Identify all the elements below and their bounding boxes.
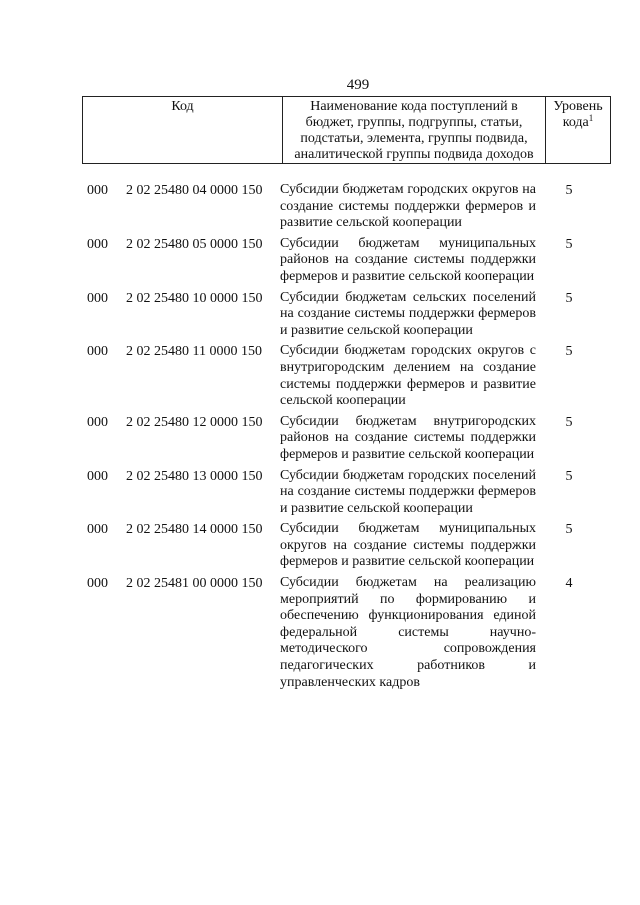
row-level: 5 xyxy=(565,414,573,430)
header-level-label: Уровень кода xyxy=(553,99,603,130)
header-code xyxy=(83,97,283,164)
row-level: 4 xyxy=(565,576,573,592)
row-name: Субсидии бюджетам городских округов с внутригородским делением на создание системы поддержки фермеров и развитие сельской кооперации xyxy=(280,343,536,409)
header-name xyxy=(283,97,546,164)
row-name: Субсидии бюджетам на реализацию мероприятий по формированию и обеспечению функционирования единой федеральной системы научно-методического сопровождения педагогических работников и управленческих кадров xyxy=(280,575,536,690)
row-admin-code: 000 xyxy=(87,468,108,484)
row-level: 5 xyxy=(565,468,573,484)
header-code-label: Код xyxy=(171,99,194,114)
row-income-code: 2 02 25480 12 0000 150 xyxy=(126,414,263,430)
header-level xyxy=(546,97,611,164)
row-level: 5 xyxy=(565,522,573,538)
row-admin-code: 000 xyxy=(87,183,108,198)
page-number: 499 xyxy=(346,77,370,93)
row-name: Субсидии бюджетам сельских поселений на создание системы поддержки фермеров и развитие сельской кооперации xyxy=(280,289,536,338)
table-row xyxy=(87,575,573,691)
row-admin-code: 000 xyxy=(87,522,108,538)
row-admin-code: 000 xyxy=(87,290,108,306)
table-row xyxy=(87,343,573,409)
row-admin-code: 000 xyxy=(87,344,108,360)
row-admin-code: 000 xyxy=(87,414,108,430)
row-income-code: 2 02 25480 11 0000 150 xyxy=(126,344,262,360)
row-name: Субсидии бюджетам муниципальных округов на создание системы поддержки фермеров и развитие сельской кооперации xyxy=(280,521,536,570)
header-row xyxy=(83,97,611,164)
row-income-code: 2 02 25480 04 0000 150 xyxy=(126,183,263,198)
row-level: 5 xyxy=(565,183,573,198)
header-level-footnote: 1 xyxy=(588,113,594,123)
row-name: Субсидии бюджетам муниципальных районов на создание системы поддержки фермеров и развитие сельской кооперации xyxy=(280,235,536,284)
row-income-code: 2 02 25480 05 0000 150 xyxy=(126,236,263,252)
row-level: 5 xyxy=(565,344,573,360)
row-level: 5 xyxy=(565,236,573,252)
row-name: Субсидии бюджетам городских поселений на создание системы поддержки фермеров и развитие сельской кооперации xyxy=(280,467,536,516)
table-row xyxy=(87,235,573,286)
row-income-code: 2 02 25481 00 0000 150 xyxy=(126,576,263,592)
header-name-label: Наименование кода поступлений в бюджет, группы, подгруппы, статьи, подстатьи, элемента, группы подвида, аналитической группы подвида доходов xyxy=(294,99,534,162)
row-admin-code: 000 xyxy=(87,576,108,592)
table-header xyxy=(82,96,611,164)
table-row xyxy=(87,467,573,518)
table-row xyxy=(87,521,573,571)
row-income-code: 2 02 25480 13 0000 150 xyxy=(126,468,263,484)
table-body xyxy=(87,182,573,695)
row-level: 5 xyxy=(565,290,573,306)
table-row xyxy=(87,413,573,464)
table-row xyxy=(87,182,573,232)
row-name: Субсидии бюджетам внутригородских районов на создание системы поддержки фермеров и развитие сельской кооперации xyxy=(280,413,536,462)
row-admin-code: 000 xyxy=(87,236,108,252)
row-income-code: 2 02 25480 10 0000 150 xyxy=(126,290,263,306)
row-name: Субсидии бюджетам городских округов на создание системы поддержки фермеров и развитие сельской кооперации xyxy=(280,182,536,231)
row-income-code: 2 02 25480 14 0000 150 xyxy=(126,522,263,538)
table-row xyxy=(87,289,573,340)
